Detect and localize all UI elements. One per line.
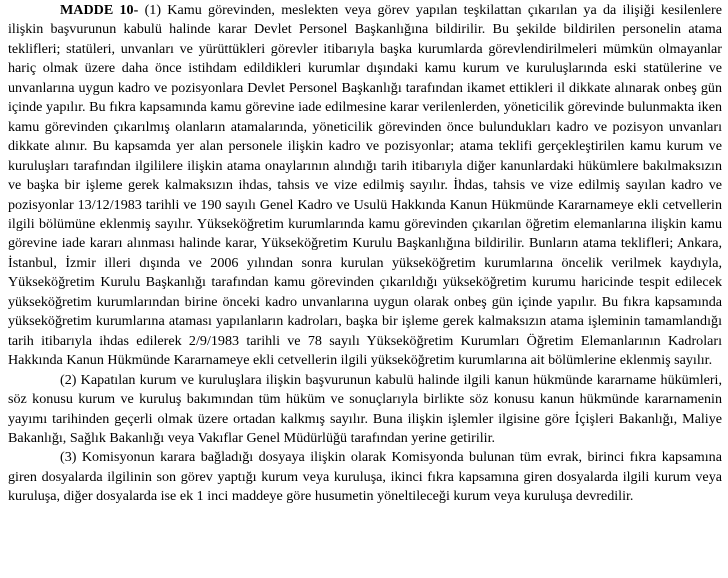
paragraph-1-text: (1) Kamu görevinden, meslekten veya görev yapılan teşkilattan çıkarılan ya da ilişiği kesilenlere ilişkin başvurunun kabulü halinde karar Devlet Personel Başkanlığına bildirilir. Bu şekilde bildirilen personelin atama teklifleri; statüleri, unvanları ve yürüttükleri görevler itibarıyla başka kurumlarda görevlendirilmeleri mümkün olmayanlar hariç olmak üzere daha önce istihdam edildikleri kurumlar dışındaki kamu kurum ve kuruluşlarında eski statülerine ve unvanlarına uygun kadro ve pozisyonlara Devlet Personel Başkanlığı tarafından ikamet ettikleri il dikkate alınarak onbeş gün içinde yapılır. Bu fıkra kapsamında kamu görevine iade edilmesine karar verilenlerden, yöneticilik görevinde bulunmakta iken kamu görevinden çıkarılmış olanların atamalarında, yöneticilik görevinden önce bulundukları kadro ve pozisyon unvanları dikkate alınır. Bu kapsamda yer alan personele ilişkin kadro ve pozisyonlar; atama teklifi gerçekleştirilen kamu kurum ve kuruluşları tarafından ilgililere ilişkin atama onaylarının alındığı tarih itibarıyla diğer kanunlardaki hükümlere bakılmaksızın ve başka bir işleme gerek kalmaksızın ihdas, tahsis ve vize edilmiş sayılır. İhdas, tahsis ve vize edilmiş sayılan kadro ve pozisyonlar 13/12/1983 tarihli ve 190 sayılı Genel Kadro ve Usulü Hakkında Kanun Hükmünde Kararnameye ekli cetvellerin ilgili bölümüne eklenmiş sayılır. Yükseköğretim kurumlarında kamu görevinden çıkarılan öğretim elemanlarına ilişkin kamu görevine iade kararı alınması halinde karar, Yükseköğretim Kurulu Başkanlığına bildirilir. Bunların atama teklifleri; Ankara, İstanbul, İzmir illeri dışında ve 2006 yılından sonra kurulan yükseköğretim kurumlarına öncelik verilmek kaydıyla, Yükseköğretim Kurulu Başkanlığı tarafından kamu görevinden çıkarıldığı yükseköğretim kurumu haricinde tespit edilecek yükseköğretim kurumlarından birine önceki kadro unvanlarına uygun olarak onbeş gün içinde yapılır. Bu fıkra kapsamında yükseköğretim kurumlarına ataması yapılanların kadroları, başka bir işleme gerek kalmaksızın atama işleminin tamamlandığı tarih itibarıyla ihdas edilerek 2/9/1983 tarihli ve 78 sayılı Yükseköğretim Kurumları Öğretim Elemanlarının Kadroları Hakkında Kanun Hükmünde Kararnameye ekli cetvellerin ilgili yükseköğretim kurumlarına ait bölümlerine eklenmiş sayılır. bbox=[8, 2, 722, 369]
paragraph-2-text: (2) Kapatılan kurum ve kuruluşlara ilişkin başvurunun kabulü halinde ilgili kanun hükmünde kararname hükümleri, söz konusu kurum ve kuruluş bakımından tüm hüküm ve sonuçlarıyla birlikte söz konusu kanun hükmünde kararnamenin yayımı tarihinden geçerli olmak üzere ortadan kalkmış sayılır. Buna ilişkin işlemler ilgisine göre İçişleri Bakanlığı, Maliye Bakanlığı, Sağlık Bakanlığı veya Vakıflar Genel Müdürlüğü tarafından yerine getirilir. bbox=[8, 371, 722, 446]
article-title: MADDE 10- bbox=[60, 2, 139, 18]
article-paragraph-3 bbox=[8, 448, 722, 506]
article-paragraph-2 bbox=[8, 371, 722, 449]
article-paragraph-1 bbox=[8, 1, 722, 371]
paragraph-3-text: (3) Komisyonun karara bağladığı dosyaya ilişkin olarak Komisyonda bulunan tüm evrak, birinci fıkra kapsamına giren dosyalarda ilgilinin son görev yaptığı kurum veya kuruluşa, ikinci fıkra kapsamına giren dosyalarda ilgili kurum veya kuruluşa, diğer dosyalarda ise ek 1 inci maddeye göre husumetin yöneltileceği kurum veya kuruluşa devredilir. bbox=[8, 449, 722, 505]
